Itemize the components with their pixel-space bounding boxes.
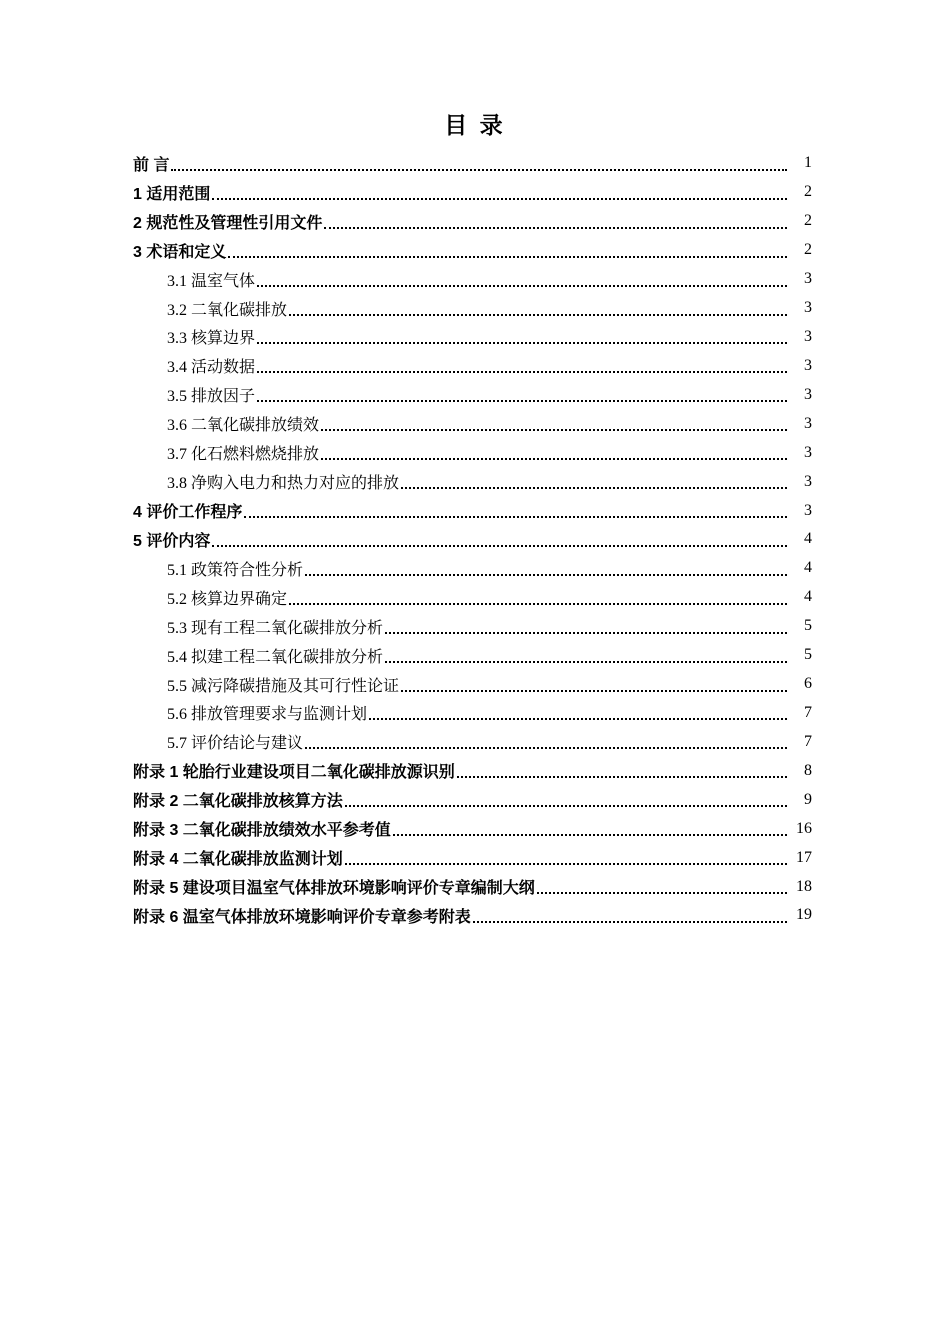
toc-entry-label: 5.5 减污降碳措施及其可行性论证 [167,677,400,695]
toc-dotted-leader [212,178,787,200]
toc-entry-label: 3 术语和定义 [133,243,227,261]
toc-entry-page-number: 3 [804,443,812,461]
toc-dotted-leader [289,294,787,316]
toc-entry-label: 5.7 评价结论与建议 [167,735,304,753]
toc-entry-page-number: 2 [804,212,812,230]
toc-entry-label: 2 规范性及管理性引用文件 [133,214,323,232]
toc-entry-page-number: 3 [804,327,812,345]
toc-entry[interactable] [133,785,812,814]
toc-entry[interactable] [133,814,812,843]
toc-entry-page-number: 3 [804,472,812,490]
toc-entry-label: 3.5 排放因子 [167,388,256,406]
toc-entry-label: 3.7 化石燃料燃烧排放 [167,446,320,464]
toc-dotted-leader [473,901,787,923]
toc-entry-page-number: 16 [796,819,812,837]
toc-title: 目 录 [444,112,506,138]
toc-entry[interactable] [133,294,812,323]
toc-entry-page-number: 3 [804,414,812,432]
toc-entry-page-number: 17 [796,848,812,866]
toc-dotted-leader [369,699,787,721]
toc-entry[interactable] [133,236,812,265]
toc-entry-label: 1 适用范围 [133,185,211,203]
toc-list [133,149,812,930]
toc-entry[interactable] [133,727,812,756]
toc-dotted-leader [228,236,787,258]
toc-entry-page-number: 7 [804,732,812,750]
toc-entry-page-number: 7 [804,703,812,721]
toc-entry[interactable] [133,901,812,930]
toc-dotted-leader [321,409,787,431]
toc-entry-label: 3.4 活动数据 [167,359,256,377]
toc-entry-label: 附录 2 二氧化碳排放核算方法 [133,793,343,811]
toc-dotted-leader [345,843,787,865]
toc-entry-page-number: 2 [804,183,812,201]
toc-dotted-leader [385,612,787,634]
toc-dotted-leader [385,641,787,663]
toc-entry[interactable] [133,323,812,352]
toc-entry-page-number: 1 [804,154,812,172]
toc-entry[interactable] [133,149,812,178]
toc-dotted-leader [401,467,787,489]
toc-entry-page-number: 3 [804,299,812,317]
toc-entry[interactable] [133,265,812,294]
toc-entry-page-number: 8 [804,761,812,779]
toc-entry-label: 3.1 温室气体 [167,272,256,290]
toc-dotted-leader [257,265,787,287]
toc-entry-page-number: 3 [804,270,812,288]
toc-entry-page-number: 9 [804,790,812,808]
toc-dotted-leader [324,207,787,229]
toc-entry-label: 5 评价内容 [133,532,211,550]
toc-entry[interactable] [133,351,812,380]
toc-entry[interactable] [133,525,812,554]
toc-entry-page-number: 2 [804,241,812,259]
toc-entry-label: 5.6 排放管理要求与监测计划 [167,706,368,724]
toc-entry[interactable] [133,843,812,872]
toc-entry[interactable] [133,178,812,207]
toc-entry[interactable] [133,380,812,409]
toc-entry-label: 附录 4 二氧化碳排放监测计划 [133,851,343,869]
toc-entry-label: 附录 5 建设项目温室气体排放环境影响评价专章编制大纲 [133,880,535,897]
toc-entry-label: 3.3 核算边界 [167,330,256,348]
toc-dotted-leader [305,554,787,576]
toc-entry[interactable] [133,612,812,641]
toc-entry-page-number: 4 [804,530,812,548]
toc-dotted-leader [321,438,787,460]
toc-dotted-leader [257,323,787,345]
toc-entry-label: 4 评价工作程序 [133,504,243,522]
toc-entry[interactable] [133,583,812,612]
toc-entry[interactable] [133,699,812,728]
toc-entry[interactable] [133,554,812,583]
toc-entry[interactable] [133,670,812,699]
toc-entry-label: 前 言 [133,156,170,174]
toc-dotted-leader [171,149,787,171]
toc-entry-page-number: 6 [804,675,812,693]
toc-entry-page-number: 18 [796,877,812,895]
toc-entry[interactable] [133,641,812,670]
toc-entry[interactable] [133,409,812,438]
toc-entry[interactable] [133,756,812,785]
toc-entry-label: 5.4 拟建工程二氧化碳排放分析 [167,648,384,666]
toc-dotted-leader [457,756,787,778]
toc-dotted-leader [305,727,787,749]
toc-dotted-leader [345,785,787,807]
toc-dotted-leader [401,670,787,692]
toc-dotted-leader [257,351,787,373]
toc-entry-page-number: 5 [804,617,812,635]
toc-entry-label: 5.1 政策符合性分析 [167,561,304,579]
toc-entry-label: 3.6 二氧化碳排放绩效 [167,417,320,435]
toc-entry-page-number: 3 [804,501,812,519]
toc-entry[interactable] [133,207,812,236]
toc-entry-page-number: 3 [804,385,812,403]
toc-entry-label: 附录 6 温室气体排放环境影响评价专章参考附表 [133,908,471,926]
toc-entry-label: 3.2 二氧化碳排放 [167,301,288,319]
toc-entry-page-number: 5 [804,646,812,664]
toc-entry-page-number: 4 [804,559,812,577]
toc-entry[interactable] [133,438,812,467]
toc-entry[interactable] [133,467,812,496]
toc-entry[interactable] [133,496,812,525]
toc-dotted-leader [257,380,787,402]
toc-dotted-leader [212,525,787,547]
toc-entry-label: 5.3 现有工程二氧化碳排放分析 [167,619,384,637]
toc-entry-page-number: 19 [796,906,812,924]
toc-entry[interactable] [133,872,812,901]
toc-entry-label: 附录 3 二氧化碳排放绩效水平参考值 [133,822,391,840]
toc-dotted-leader [289,583,787,605]
toc-dotted-leader [244,496,787,518]
toc-entry-label: 附录 1 轮胎行业建设项目二氧化碳排放源识别 [133,764,455,782]
toc-entry-page-number: 3 [804,356,812,374]
toc-dotted-leader [537,872,787,894]
toc-dotted-leader [393,814,787,836]
toc-entry-label: 5.2 核算边界确定 [167,590,288,608]
toc-entry-page-number: 4 [804,588,812,606]
toc-entry-label: 3.8 净购入电力和热力对应的排放 [167,475,400,493]
